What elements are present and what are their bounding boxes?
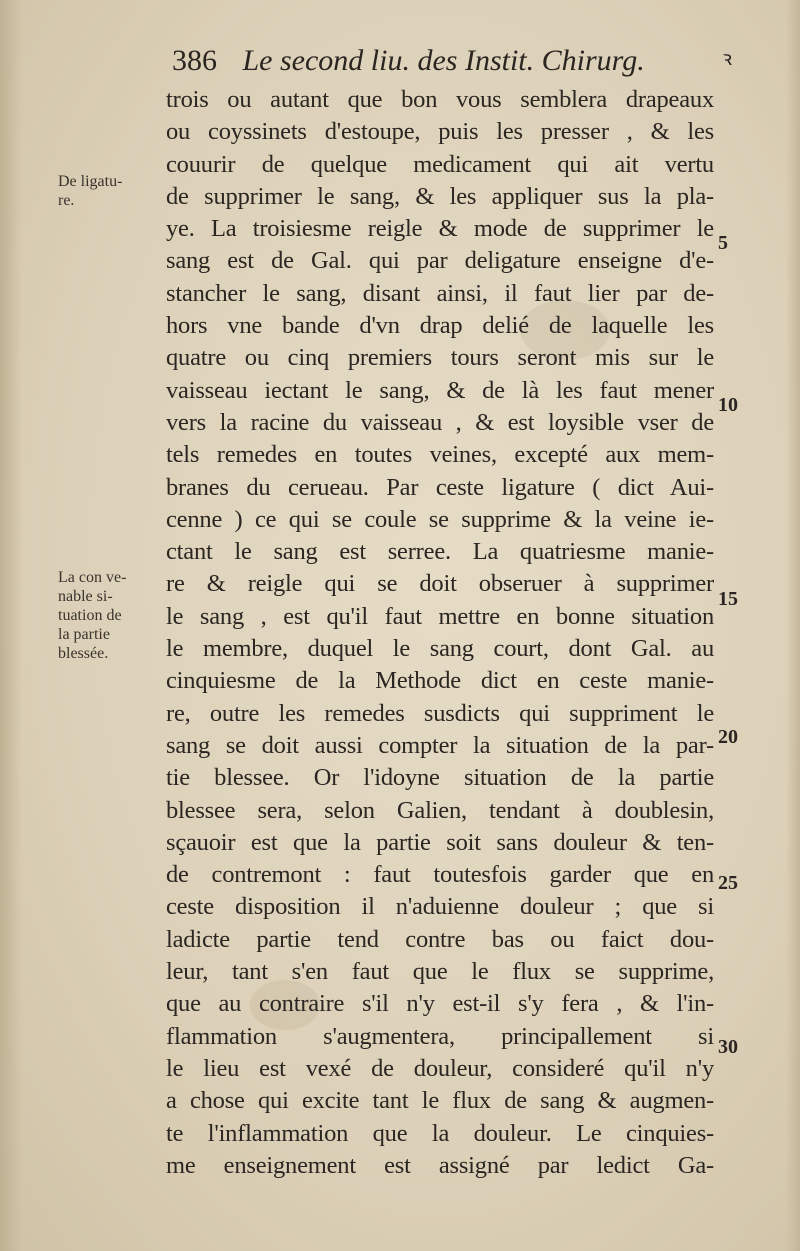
- text-line: le sang , est qu'il faut mettre en bonne situation: [166, 602, 714, 630]
- text-line: stancher le sang, disant ainsi, il faut lier par de-: [166, 279, 714, 307]
- marginal-note-deligature: [58, 172, 162, 210]
- page-gutter-shadow: [0, 0, 22, 1251]
- text-line: vers la racine du vaisseau , & est loysible vser de: [166, 408, 714, 436]
- text-line: ceste disposition il n'aduienne douleur ; que si: [166, 893, 714, 921]
- corner-mark: ꝛ: [722, 48, 732, 70]
- marginal-line: De ligatu-: [58, 173, 123, 190]
- page-number: 386: [172, 44, 217, 77]
- marginal-line: la partie: [58, 626, 110, 643]
- running-title: Le second liu. des Instit. Chirurg.: [242, 44, 645, 77]
- text-line: cinquiesme de la Methode dict en ceste manie-: [166, 667, 714, 695]
- line-number-15: 15: [718, 588, 738, 610]
- text-line: sçauoir est que la partie soit sans douleur & ten-: [166, 828, 714, 856]
- text-line: couurir de quelque medicament qui ait vertu: [166, 150, 714, 178]
- marginal-line: blessée.: [58, 645, 109, 662]
- text-line: ye. La troisiesme reigle & mode de supprimer le: [166, 215, 714, 243]
- marginal-line: tuation de: [58, 607, 122, 624]
- text-line: ou coyssinets d'estoupe, puis les presser , & les: [166, 118, 714, 146]
- marginal-note-situation: [58, 568, 162, 663]
- text-line: tie blessee. Or l'idoyne situation de la partie: [166, 764, 714, 792]
- text-line: le lieu est vexé de douleur, consideré qu'il n'y: [166, 1054, 714, 1082]
- text-line: cenne ) ce qui se coule se supprime & la veine ie-: [166, 505, 714, 533]
- marginal-line: nable si-: [58, 588, 113, 605]
- text-line: me enseignement est assigné par ledict Ga-: [166, 1151, 714, 1179]
- text-line: sang est de Gal. qui par deligature enseigne d'e-: [166, 247, 714, 275]
- body-text: [166, 84, 714, 1182]
- text-line: de supprimer le sang, & les appliquer sus la pla-: [166, 182, 714, 210]
- running-header: [172, 44, 732, 84]
- text-line: branes du cerueau. Par ceste ligature ( dict Aui-: [166, 473, 714, 501]
- text-line: vaisseau iectant le sang, & de là les faut mener: [166, 376, 714, 404]
- text-line: sang se doit aussi compter la situation de la par-: [166, 731, 714, 759]
- page-edge-shadow: [786, 0, 800, 1251]
- marginal-line: re.: [58, 192, 75, 209]
- line-number-25: 25: [718, 872, 738, 894]
- text-line: quatre ou cinq premiers tours seront mis sur le: [166, 344, 714, 372]
- text-line: trois ou autant que bon vous semblera drapeaux: [166, 86, 714, 113]
- text-line: re, outre les remedes susdicts qui suppriment le: [166, 699, 714, 727]
- text-line: leur, tant s'en faut que le flux se supprime,: [166, 958, 714, 986]
- marginal-line: La con ve-: [58, 569, 127, 586]
- line-number-30: 30: [718, 1036, 738, 1058]
- line-number-10: 10: [718, 394, 738, 416]
- text-line: ctant le sang est serree. La quatriesme manie-: [166, 538, 714, 566]
- text-line: te l'inflammation que la douleur. Le cinquies-: [166, 1119, 714, 1147]
- line-number-20: 20: [718, 726, 738, 748]
- text-line: de contremont : faut toutesfois garder que en: [166, 861, 714, 889]
- text-line: ladicte partie tend contre bas ou faict dou-: [166, 925, 714, 953]
- text-line: tels remedes en toutes veines, excepté aux mem-: [166, 441, 714, 469]
- text-line: a chose qui excite tant le flux de sang & augmen-: [166, 1087, 714, 1115]
- text-line: re & reigle qui se doit obseruer à supprimer: [166, 570, 714, 598]
- text-line: flammation s'augmentera, principallement si: [166, 1022, 714, 1050]
- text-line: que au contraire s'il n'y est-il s'y fera , & l'in-: [166, 990, 714, 1018]
- text-line: blessee sera, selon Galien, tendant à doublesin,: [166, 796, 714, 824]
- line-number-5: 5: [718, 232, 728, 254]
- text-line: le membre, duquel le sang court, dont Gal. au: [166, 635, 714, 663]
- text-line: hors vne bande d'vn drap delié de laquelle les: [166, 312, 714, 340]
